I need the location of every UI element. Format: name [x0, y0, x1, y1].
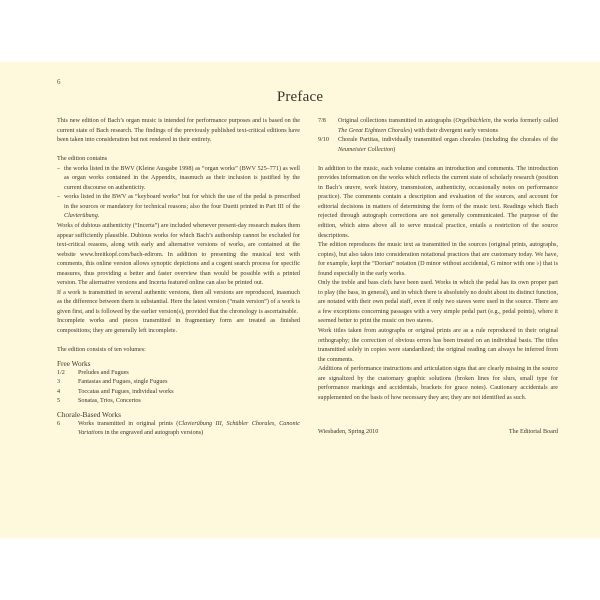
page-number: 6: [57, 78, 61, 86]
contains-item: – works listed in the BWV as “keyboard works” but for which the use of the pedal is prescribed in the sources or mandatory for technical reasons; also the four Duetti printed in Part III of the Clavierübung.: [57, 194, 300, 220]
volume-item: 9/10 Chorale Partitas, individually transmitted organ chorales (including the chorales of the Neumeister Collection): [318, 137, 558, 153]
volumes-heading: The edition consists of ten volumes:: [57, 347, 146, 354]
volume-item: 1/2 Preludes and Fugues: [57, 369, 129, 376]
contains-item: – the works listed in the BWV (Kleine Ausgabe 1998) as “organ works” (BWV 525–771) as well as organ works contained in the Appendix, inasmuch as their inclusion is justified by the current discourse on authenticity.: [57, 165, 300, 191]
volume-item: 7/8 Original collections transmitted in autographs (Orgelbüchlein, the works formerly called The Great Eighteen Chorales) with their divergent early versions: [318, 118, 558, 134]
signature-place-date: Wiesbaden, Spring 2010: [318, 429, 379, 436]
intro-paragraph: This new edition of Bach’s organ music is intended for performance purposes and is based on the current state of Bach research. The findings of the previously published text-critical editions have been taken into consideration but not rendered in their entirety.: [57, 118, 300, 144]
right-column: [318, 117, 558, 438]
body-paragraph: Incomplete works and pieces transmitted in fragmentary form are treated as finished compositions; they are generally left incomplete.: [57, 318, 300, 334]
contains-heading: The edition contains: [57, 156, 108, 163]
body-paragraph: If a work is transmitted in several authentic versions, then all versions are reproduced, inasmuch as the difference between them is substantial. Here the latest version (“main version”) of a work is given first, and is followed by the earlier version(s), provided that the chronology is ascertainable.: [57, 289, 300, 315]
signature-author: The Editorial Board: [508, 429, 558, 436]
free-works-heading: Free Works: [57, 358, 91, 368]
chorale-works-heading: Chorale-Based Works: [57, 409, 121, 419]
volume-item: 5 Sonatas, Trios, Concertos: [57, 398, 141, 405]
page-title: Preface: [276, 89, 324, 105]
signature-line: [318, 428, 558, 438]
body-paragraph: In addition to the music, each volume contains an introduction and comments. The introduction provides information on the works which reflects the current state of scholarly research (position in Bach’s œuvre, work history, transmission, authenticity, occasionally notes on performance practice). The comments contain a description and evaluation of the sources, and account for editorial decisions in matters of determining the form of the music text. Readings which Bach rejected through autograph corrections are not generally communicated. The purpose of the edition, which aims above all to serve musical practice, entails a restriction of the source descriptions.: [318, 165, 558, 239]
body-paragraph: Work titles taken from autographs or original prints are as a rule reproduced in their original orthography; the correction of obvious errors has been treated on an individual basis. The titles transmitted solely in copies were standardized; the original reading can always be inferred from the comments.: [318, 327, 558, 363]
body-paragraph: Works of dubious authenticity (“Incerta”) are included whenever present-day research makes them appear sufficiently plausible. Dubious works for which Bach’s authorship cannot be excluded for text-critical reasons, along with early and alternative versions of works, are contained at the website www.breitkopf.com/bach-edirom. In addition to presenting the musical text with comments, this online version allows synoptic depictions and a cogent search process for specific measures, thus providing a better and faster overview than would be possible with a printed version. The alternative versions and Incerta featured online can also be printed out.: [57, 222, 300, 287]
left-column: [57, 117, 300, 439]
volume-item: 4 Toccatas and Fugues, individual works: [57, 388, 174, 395]
volume-item: 6 Works transmitted in original prints (Clavierübung III, Schübler Chorales, Canonic Variations in the engraved and autograph versions): [57, 420, 300, 437]
body-paragraph: Only the treble and bass clefs have been used. Works in which the pedal has its own proper part to play (the bass, in general), and in which there is absolutely no doubt about its distinct function, are notated with their own pedal staff, even if only two staves were used in the source. There are a few exceptions concerning passages with a very simple pedal part (e.g., pedal points), where it seemed better to print the music on two staves.: [318, 280, 558, 325]
volume-item: 3 Fantasias and Fugues, single Fugues: [57, 379, 168, 386]
body-paragraph: Additions of performance instructions and articulation signs that are clearly missing in the source are signalized by the customary graphic solutions (broken lines for slurs, small type for performance markings and accidentals, brackets for grace notes). Cautionary accidentals are supplemented on the basis of how necessary they are; they are not identified as such.: [318, 366, 558, 401]
body-paragraph: The edition reproduces the music text as transmitted in the sources (original prints, autographs, copies), but also takes into consideration notational practices that are customary today. We have, for example, kept the “Dorian” notation (D minor without accidental, G minor with one ♭) that is found especially in the early works.: [318, 242, 558, 277]
